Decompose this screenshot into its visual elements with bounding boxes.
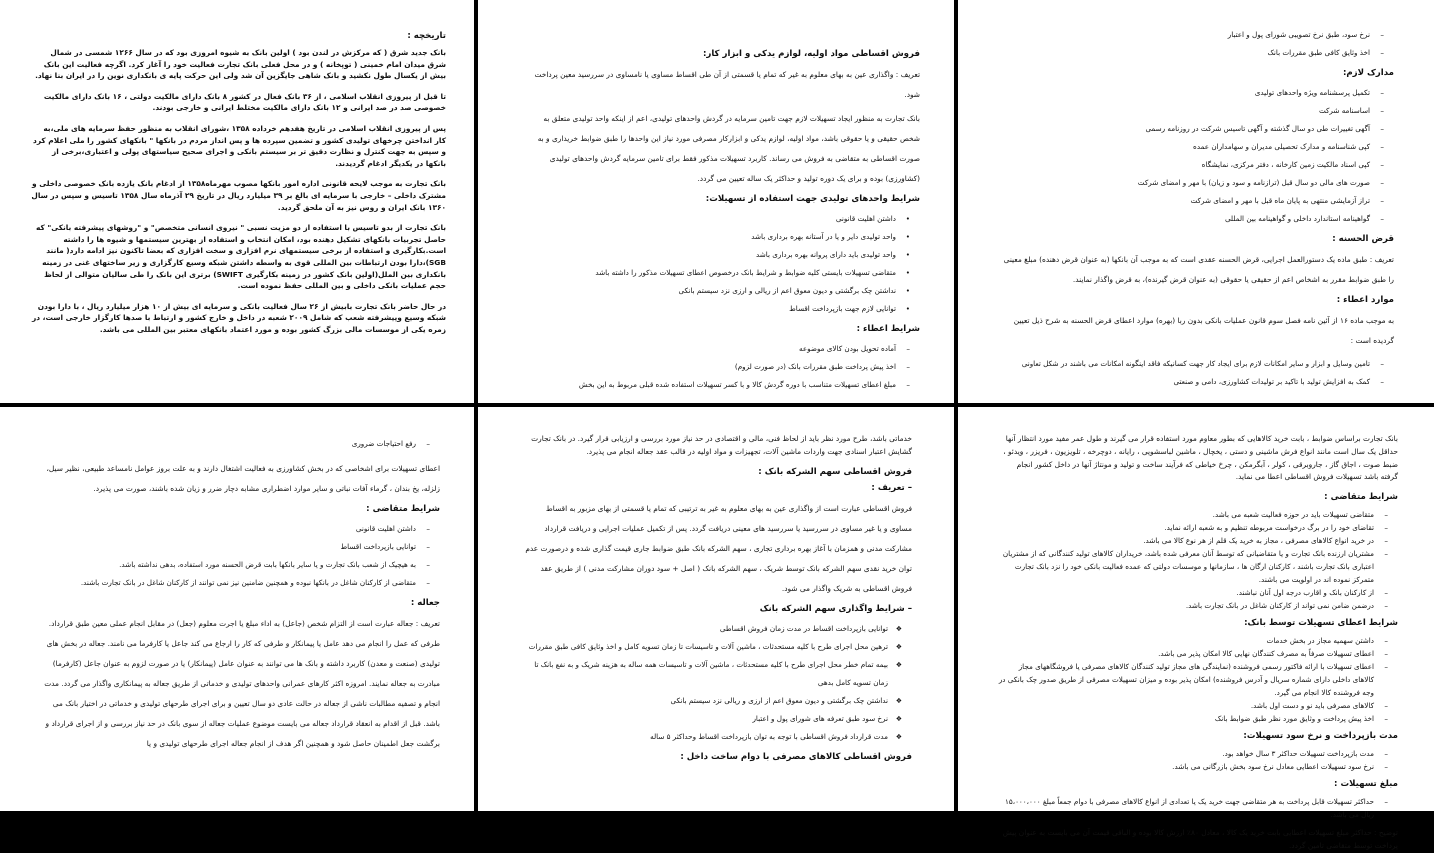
amount-list: [998, 795, 1398, 821]
list-item: – تامین وسایل و ابزار و سایر امکانات لازم برای ایجاد کار جهت کسانیکه فاقد اینگونه امکانات می باشند در شکل تعاونی: [1002, 355, 1384, 373]
transfer-conditions-title: – شرایط واگذاری سهم الشرکه بانک: [759, 603, 912, 614]
list-item: ❖ مدت قرارداد فروش اقساطی با توجه به توان بازپرداخت اقساط وحداکثر ۵ ساله: [524, 728, 902, 746]
list-item: – گواهینامه استاندارد داخلی و گواهینامه بین المللی: [1002, 210, 1384, 228]
list-item: ❖ بیمه تمام خطر محل اجرای طرح با کلیه مستحدثات ، ماشین آلات و تاسیسات همه ساله به هزینه شریک و به نفع بانک تا زمان تسویه کامل بدهی: [524, 656, 902, 692]
applicant-conditions-title: شرایط متقاضی :: [1324, 492, 1398, 503]
continued-list: [40, 435, 440, 453]
list-item: ❖ نداشتن چک برگشتی و دیون معوق اعم از ارزی و ریالی نزد سیستم بانکی: [524, 692, 902, 710]
list-item: – کپی شناسنامه و مدارک تحصیلی مدیران و سهامداران عمده: [1002, 138, 1384, 156]
repayment-title: مدت بازپرداخت و نرخ سود تسهیلات:: [1243, 731, 1398, 742]
history-paragraph: بانک تجارت از بدو تاسیس با استفاده از دو مزیت نسبی " نیروی انسانی متخصص" و "روشهای پیشرفته بانکی" که حاصل تجربیات بانکهای تشکیل دهنده بود، امکان انتخاب و استفاده از بهترین سیستمها و شیوه ها را داشته است.بکارگیری و استفاده از برخی سیستمهای نرم افزاری و سخت افزاری که بعضا تاکنون نیز ادامه دارد( مانند SGB)،دارا بودن ارتباطات بین المللی قوی به واسطه داشتن شبکه وسیع کارگزاری و زیر ساختهای غنی در زمینه بانکداری بین الملل(اولین بانک کشور در زمینه بکارگیری SWIFT) برتری این بانک را طی سالیان متوالی از لحاظ حجم عملیات بانکی داخلی و بین المللی حفظ نموده است.: [36, 223, 446, 291]
applicant-conditions-title: شرایط متقاضی :: [366, 504, 440, 514]
list-item: – اساسنامه شرکت: [1002, 102, 1384, 120]
list-item: • متقاضی تسهیلات بایستی کلیه ضوابط و شرایط بانک درخصوص اعطای تسهیلات مذکور را داشته باشد: [524, 264, 910, 282]
list-item: – تکمیل پرسشنامه ویژه واحدهای تولیدی: [1002, 84, 1384, 102]
qard-hasan-definition: تعریف : طبق ماده یک دستورالعمل اجرایی، قرض الحسنه عقدی است که به موجب آن بانکها (به عنوان قرض دهنده) مبلغ معینی را طبق ضوابط مقرر به اشخاص اعم از حقیقی یا حقوقی (به عنوان قرض گیرنده)، به قرض واگذار نمایند.: [1003, 255, 1394, 284]
list-item: – داشتن سهمیه مجاز در بخش خدمات: [998, 634, 1388, 647]
grant-conditions-list: [524, 340, 920, 394]
list-item: • واحد تولیدی دایر و یا در آستانه بهره برداری باشد: [524, 228, 910, 246]
repayment-list: [998, 747, 1398, 773]
history-paragraph: در حال حاضر بانک تجارت بابیش از ۲۶ سال فعالیت بانکی و سرمایه ای بیش از ۱۰ هزار میلیارد ریال ، با دارا بودن شبکه وسیع وپیشرفته شعب که شامل ۲۰۰۹ شعبه در داخل و خارج کشور و ارتباط با صدها کارگزار خارجی است، در زمره یکی از موسسات مالی بزرگ کشور بوده و مورد اعتماد بانکهای معتبر بین المللی می باشد.: [32, 301, 446, 334]
list-item: – اخذ پیش پرداخت و وثایق مورد نظر طبق ضوابط بانک: [998, 712, 1388, 725]
bank-grant-conditions-title: شرایط اعطای تسهیلات توسط بانک:: [1244, 618, 1398, 629]
list-item: – نرخ سود، طبق نرخ تصویبی شورای پول و اعتبار: [1002, 26, 1384, 44]
continued-list: [1002, 26, 1394, 62]
list-item: ❖ ترهین محل اجرای طرح با کلیه مستحدثات ، ماشین آلات و تاسیسات تا زمان تسویه کامل و اخذ وثایق کافی طبق مقررات: [524, 638, 902, 656]
list-item: – توانایی بازپرداخت اقساط: [40, 538, 430, 556]
body-text: بانک تجارت به منظور ایجاد تسهیلات لازم جهت تامین سرمایه در گردش واحدهای تولیدی، اعم از اینکه واحد تولیدی متعلق به شخص حقیقی و یا حقوقی باشد، مواد اولیه، لوازم یدکی و ابزارکار مصرفی مورد نیاز این واحدها را طبق ضوابط خریداری و به صورت اقساطی به متقاضی به فروش می رساند. کاربرد تسهیلات مذکور فقط برای تامین سرمایه گردش واحدهای تولیدی (کشاورزی) بوده و برای یک دوره تولید و حداکثر یک ساله تعیین می گردد.: [537, 114, 920, 183]
grant-cases-intro: به موجب ماده ۱۶ از آئین نامه فصل سوم قانون عملیات بانکی بدون ربا (بهره) موارد اعطای قرض الحسنه به شرح ذیل تعیین گردیده است :: [1013, 316, 1394, 345]
history-paragraph: تا قبل از پیروزی انقلاب اسلامی ، از ۳۶ بانک فعال در کشور ۸ بانک دارای مالکیت دولتی ، ۱۶ بانک دارای مالکیت خصوصی صد در صد ایرانی و ۱۲ بانک دارای مالکیت مختلط ایرانی و خارجی بودند.: [43, 91, 446, 113]
definition-text: فروش اقساطی عبارت است از واگذاری عین به بهای معلوم به غیر به ترتیبی که تمام یا قسمتی از بهای مزبور به اقساط مساوی و یا غیر مساوی در سررسید یا سررسید های معینی دریافت گردد. پس از تکمیل عملیات اجرایی و دریافت قرارداد مشارکت مدنی و همزمان با آغاز بهره برداری تجاری ، سهم الشرکه بانک طبق ضوابط جاری قیمت گذاری شده و درصورت عدم توان خرید نقدی سهم الشرکه بانک توسط شریک ، سهم الشرکه بانک ( اصل + سود دوران مشارکت مدنی ) از طریق عقد فروش اقساطی به شریک واگذار می شود.: [525, 503, 912, 593]
page-5-partnership-share-sale: [478, 407, 954, 811]
joaleh-title: جعاله :: [410, 598, 440, 608]
list-item: – تقاضای خود را در برگ درخواست مربوطه تنظیم و به شعبه ارائه نماید.: [998, 521, 1388, 534]
body-text: اعطای تسهیلات برای اشخاصی که در بخش کشاورزی به فعالیت اشتغال دارند و به علت بروز عوامل نامساعد طبیعی، نظیر سیل، زلزله، یخ بندان ، گرماء آفات نباتی و سایر موارد اضطراری مشابه دچار ضرر و زیان شده باشند، صورت می پذیرد.: [46, 464, 440, 493]
grant-conditions-title: شرایط اعطاء :: [856, 324, 920, 334]
history-title: تاریخچه :: [407, 31, 446, 41]
definition-title: – تعریف :: [871, 482, 912, 493]
definition-text: تعریف : واگذاری عین به بهای معلوم به غیر که تمام یا قسمتی از آن طی اقساط مساوی یا نامساوی در سررسید معین پرداخت شود.: [534, 70, 920, 99]
list-item: – حداکثر تسهیلات قابل پرداخت به هر متقاضی جهت خرید یک یا تعدادی از انواع کالاهای مصرفی با دوام جمعاً مبلغ ۱۵،۰۰۰،۰۰۰ ریال می باشد.: [998, 795, 1388, 821]
page-1-history: [0, 0, 474, 403]
list-item: – اخذ وثایق کافی طبق مقررات بانک: [1002, 44, 1384, 62]
bank-grant-conditions-list: [998, 634, 1398, 725]
list-item: • توانایی لازم جهت بازپرداخت اقساط: [524, 300, 910, 318]
grant-cases-title: موارد اعطاء :: [1336, 295, 1394, 305]
body-text: خدماتی باشد، طرح مورد نظر باید از لحاظ فنی، مالی و اقتصادی در حد نیاز مورد بررسی و ارزیابی قرار گیرد. در بانک تجارت گشایش اعتبار اسنادی جهت واردات ماشین آلات، تجهیزات و مواد اولیه در قالب عقد جعاله انجام می پذیرد.: [531, 434, 912, 456]
list-item: – صورت های مالی دو سال قبل (ترازنامه و سود و زیان) با مهر و امضای شرکت: [1002, 174, 1384, 192]
list-item: – اعطای تسهیلات صرفاً به مصرف کنندگان نهایی کالا امکان پذیر می باشد.: [998, 647, 1388, 660]
list-item: – اعطای تسهیلات با ارائه فاکتور رسمی فروشنده (نمایندگی های مجاز تولید کنندگان کالاهای مصرفی یا فروشگاههای مجاز کالاهای داخلی دارای شماره سریال و آدرس فروشنده) امکان پذیر بوده و میزان تسهیلات مصرفی از طریق صدور چک بانکی در وجه فروشنده کالا انجام می گیرد.: [998, 660, 1388, 699]
list-item: • داشتن اهلیت قانونی: [524, 210, 910, 228]
applicant-conditions-list: [40, 520, 440, 592]
list-item: • نداشتن چک برگشتی و دیون معوق اعم از ریالی و ارزی نزد سیستم بانکی: [524, 282, 910, 300]
list-item: – رفع احتیاجات ضروری: [40, 435, 430, 453]
grant-cases-list: [1002, 355, 1394, 391]
page-2-installment-sale: [478, 0, 954, 403]
body-text: بانک تجارت براساس ضوابط ، بابت خرید کالاهایی که بطور معاوم مورد استفاده قرار می گیرند و طول عمر مفید مورد انتظار آنها حداقل یک سال است مانند انواع فرش ماشینی و دستی ، یخچال ، ماشین لباسشویی ، رایانه ، دوچرخه ، تلویزیون ، فریزر ، ویدئو ، ضبط صوت ، اجاق گاز ، جاروبرقی ، کولر ، آبگرمکن ، چرخ خیاطی که فرآیند ساخت و تولید و مونتاژ آنها در داخل کشور انجام گرفته باشد تسهیلات فروش اقساطی اعطا می نماید.: [1003, 434, 1398, 482]
list-item: – متقاضی تسهیلات باید در حوزه فعالیت شعبه می باشد.: [998, 508, 1388, 521]
list-item: – آگهی تغییرات طی دو سال گذشته و آگهی تاسیس شرکت در روزنامه رسمی: [1002, 120, 1384, 138]
list-item: – اخذ پیش پرداخت طبق مقررات بانک (در صورت لزوم): [524, 358, 910, 376]
list-item: – کپی اسناد مالکیت زمین کارخانه ، دفتر مرکزی، نمایشگاه: [1002, 156, 1384, 174]
page-3-documents-and-loans: [958, 0, 1434, 403]
history-paragraph: بانک تجارت به موجب لایحه قانونی اداره امور بانکها مصوب مهرماه۱۳۵۸ از ادغام بانک یازده بانک خصوصی داخلی و مشترک داخلی – خارجی با سرمایه ای بالغ بر ۳۹ میلیارد ریال در تاریخ ۲۹ آذرماه سال ۱۳۵۸ تاسیس و سپس در سال ۱۳۶۰ بانک ایران و روس نیز به آن ملحق گردید.: [31, 179, 446, 212]
list-item: – کالاهای مصرفی باید نو و دست اول باشد.: [998, 699, 1388, 712]
transfer-conditions-list: [524, 620, 912, 746]
list-item: – مدت بازپرداخت تسهیلات حداکثر ۳ سال خواهد بود.: [998, 747, 1388, 760]
section-title: فروش اقساطی مواد اولیه، لوازم یدکی و ابزار کار:: [702, 49, 920, 59]
list-item: – کمک به افزایش تولید با تاکید بر تولیدات کشاورزی، دامی و صنعتی: [1002, 373, 1384, 391]
amount-title: مبلغ تسهیلات :: [1334, 779, 1398, 790]
list-item: – تراز آزمایشی منتهی به پایان ماه قبل با مهر و امضای شرکت: [1002, 192, 1384, 210]
list-item: ❖ توانایی بازپرداخت اقساط در مدت زمان فروش اقساطی: [524, 620, 902, 638]
conditions-title: شرایط واحدهای تولیدی جهت استفاده از تسهیلات:: [705, 194, 920, 204]
consumer-goods-title: فروش اقساطی کالاهای مصرفی با دوام ساخت داخل :: [680, 751, 912, 762]
applicant-conditions-list: [998, 508, 1398, 612]
joaleh-definition: تعریف : جعاله عبارت است از التزام شخص (جاعل) به اداء مبلغ یا اجرت معلوم (جعل) در مقابل انجام عملی معین طبق قرارداد. طرفی که عمل را انجام می دهد عامل یا پیمانکار و طرفی که کار را ارجاع می کند جاعل یا کارفرما می نامند. جعاله در بخش های تولیدی (صنعت و معدن) کاربرد داشته و بانک ها می توانند به عنوان عامل (پیمانکار) یا در صورت لزوم به عنوان جاعل (کارفرما) مبادرت به جعاله نمایند. امروزه اکثر کارهای عمرانی واحدهای تولیدی و خدماتی از طریق جعاله به پیمانکاری واگذار می گردد. مدت انجام و تصفیه مطالبات ناشی از جعاله در حالت عادی دو سال تعیین و برای اجرای طرحهای تولیدی و خدماتی در اختیار بانک می باشد. قبل از اقدام به انعقاد قرارداد جعاله می بایست موضوع عملیات جعاله از سوی بانک در حد نیاز بررسی و از اجرای قرارداد و برگشت جعل اطمینان حاصل شود و همچنین اگر هدف از انجام جعاله اجرای طرحهای تولیدی و یا: [44, 619, 440, 748]
list-item: – درضمن ضامن نمی تواند از کارکنان شاغل در بانک تجارت باشد.: [998, 599, 1388, 612]
list-item: – نرخ سود تسهیلات اعطایی معادل نرخ سود بخش بازرگانی می باشد.: [998, 760, 1388, 773]
list-item: – از کارکنان بانک و اقارب درجه اول آنان نباشند.: [998, 586, 1388, 599]
history-paragraph: پس از پیروزی انقلاب اسلامی در تاریخ هفدهم خرداده ۱۳۵۸ ،شورای انقلاب به منظور حفظ سرمایه های ملی،به کار انداختن چرخهای تولیدی کشور و تضمین سپرده ها و پس انداز مردم در بانکها " بانکهای کشور را ملی اعلام کرد و سپس به جهت کنترل و نظارت دقیق تر بر سیستم بانکی و اجرای صحیح سیاستهای پولی و اعتباری،برخی از بانکها در یکدیگر ادغام گردیدند.: [33, 123, 446, 168]
list-item: • واحد تولیدی باید دارای پروانه بهره برداری باشد: [524, 246, 910, 264]
list-item: – مبلغ اعطای تسهیلات متناسب با دوره گردش کالا و با کسر تسهیلات استفاده شده قبلی مربوط به این بخش: [524, 376, 910, 394]
note-text: توضیح : حداکثر مبلغ تسهیلات اعطایی بابت خرید یک کالا ، معادل ۸۰٪ ارزش کالا بوده و الباقی قیمت آن می بایست به عنوان پیش پرداخت توسط متقاضی تامین گردد.: [1002, 828, 1398, 850]
conditions-list: [524, 210, 920, 318]
qard-hasan-title: قرض الحسنه :: [1332, 234, 1394, 244]
required-documents-list: [1002, 84, 1394, 228]
list-item: ❖ نرخ سود طبق تعرفه های شورای پول و اعتبار: [524, 710, 902, 728]
required-documents-title: مدارک لازم:: [1342, 68, 1394, 78]
page-6-consumer-goods: [958, 407, 1434, 850]
list-item: – داشتن اهلیت قانونی: [40, 520, 430, 538]
list-item: – به هیچیک از شعب بانک تجارت و یا سایر بانکها بابت قرض الحسنه مورد استفاده، بدهی نداشته باشد.: [40, 556, 430, 574]
list-item: – متقاضی از کارکنان شاغل در بانکها نبوده و همچنین ضامنین نیز نمی توانند از کارکنان شاغل در بانک تجارت باشند.: [40, 574, 430, 592]
list-item: – مشتریان ارزنده بانک تجارت و یا متقاضیانی که توسط آنان معرفی شده باشد، خریداران کالاهای تولید کنندگانی که از مشتریان اعتباری بانک تجارت باشند ، کارکنان ارگان ها ، سازمانها و موسسات دولتی که عمده فعالیت بانکی خود را نزد بانک تجارت متمرکز نموده اند در اولویت می باشند.: [998, 547, 1388, 586]
list-item: – آماده تحویل بودن کالای موضوعه: [524, 340, 910, 358]
page-4-joaleh: [0, 407, 474, 811]
list-item: – در خرید انواع کالاهای مصرفی ، مجاز به خرید یک قلم از هر نوع کالا می باشد.: [998, 534, 1388, 547]
history-paragraph: بانک جدید شرق ( که مرکزش در لندن بود ) اولین بانک به شیوه امروزی بود که در سال ۱۲۶۶ شمسی در شمال شرق میدان امام خمینی ( توپخانه ) و در محل فعلی بانک تجارت فعالیت خود را آغاز کرد. اگرچه فعالیت این بانک بیش از یکسال طول نکشید و بانک شاهی جایگزین آن شد ولی این حرکت پایه ی بانکداری نوین را در ایران بنا نهاد.: [35, 48, 446, 81]
section-title: فروش اقساطی سهم الشرکه بانک :: [758, 466, 912, 477]
